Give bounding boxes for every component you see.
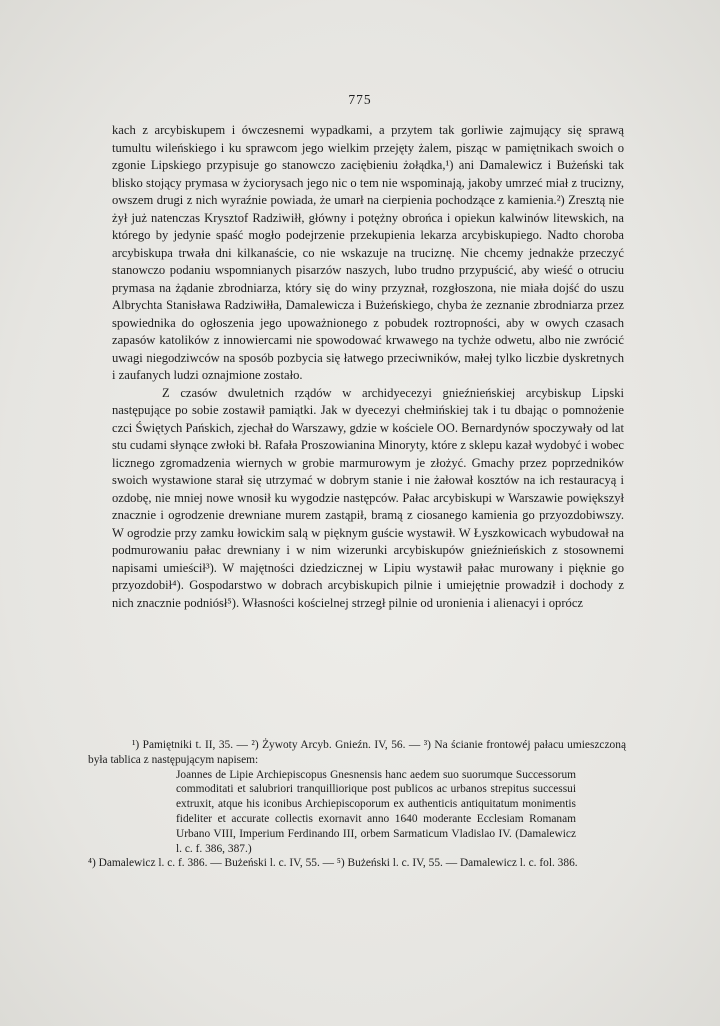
- paragraph: Z czasów dwuletnich rządów w archidyecezyi gnieźnieńskiej arcybiskup Lipski następujące po sobie zostawił pamiątki. Jak w dyecezyi chełmińskiej tak i tu dbając o pomnożenie czci Świętych Pańskich, zjechał do Warszawy, gdzie w kościele OO. Bernardynów spoczywały od lat stu cudami słynące zwłoki bł. Rafała Proszowianina Minoryty, które z sklepu kazał wydobyć i wobec licznego zgromadzenia wiernych w grobie marmurowym je złożyć. Gmachy przez poprzedników swoich wystawione starał się utrzymać w dobrym stanie i nie żałował kosztów na ich restauracyą i ozdobę, nie mniej nowe wnosił ku wygodzie następców. Pałac arcybiskupi w Warszawie powiększył znacznie i ogrodzenie drewniane murem zastąpił, bramą z ciosanego kamienia go przyozdobiwszy. W ogrodzie przy zamku łowickim salą w pięknym guście wystawił. W Łyszkowicach wybudował na podmurowaniu pałac drewniany i w nim wizerunki arcybiskupów gnieźnieńskich z stosownemi napisami umieścił³). W majętności dziedzicznej w Lipiu wystawił pałac murowany i pięknie go przyozdobił⁴). Gospodarstwo w dobrach arcybiskupich pilnie i umiejętnie prowadził i dochody z nich znacznie podniósł⁵). Własności kościelnej strzegł pilnie od uronienia i alienacyi i oprócz: [112, 385, 624, 610]
- latin-inscription: Joannes de Lipie Archiepiscopus Gnesnensis hanc aedem suo suorumque Successorum commoditati et salubriori tranquilliorique post publicos ac urbanos strepitus successui extruxit, atque his iconibus Archiepiscoporum ex authenticis antiquitatum monimentis fideliter et accurate collectis exornavit anno 1640 moderante Ecclesiam Romanam Urbano VIII, Imperium Ferdinando III, orbem Sarmaticum Vladislao IV. (Damalewicz l. c. f. 386, 387.): [176, 768, 576, 855]
- footnotes: [88, 738, 626, 871]
- footnote-4-5: ⁴) Damalewicz l. c. f. 386. — Bużeński l. c. IV, 55. — ⁵) Bużeński l. c. IV, 55. — Damalewicz l. c. fol. 386.: [88, 857, 578, 870]
- main-text: [112, 122, 624, 612]
- footnote-1-3: ¹) Pamiętniki t. II, 35. — ²) Żywoty Arcyb. Gnieźn. IV, 56. — ³) Na ścianie frontowéj pałacu umieszczoną była tablica z następującym napisem:: [88, 739, 626, 766]
- page-number: 775: [348, 92, 372, 107]
- paragraph: kach z arcybiskupem i ówczesnemi wypadkami, a przytem tak gorliwie zajmujący się sprawą tumultu wileńskiego i ku sprawcom jego wielkim przejęty żalem, pisząc w pamiętnikach swoich o zgonie Lipskiego przypisuje go stanowczo zaciębieniu żołądka,¹) ani Damalewicz i Bużeński tak blisko stojący prymasa w życiorysach jego nic o tem nie wspominają, jakoby umrzeć miał z trucizny, owszem drugi z nich wyraźnie powiada, że umarł na cierpienia pochodzące z kamienia.²) Zresztą nie żył już natenczas Krysztof Radziwiłł, główny i potężny obrońca i opiekun kalwinów litewskich, na którego by jedynie spaść mogło podejrzenie przekupienia lekarza arcybiskupiego. Nadto choroba arcybiskupa trwała dni kilkanaście, co nie wskazuje na truciznę. Nie chcemy jednakże przeczyć stanowczo podaniu wspomnianych pisarzów naszych, lubo trudno przypuścić, aby wieść o otruciu prymasa na żądanie zbrodniarza, który się do winy przyznał, rozgłoszona, nie miała dojść do uszu Albrychta Stanisława Radziwiłła, Damalewicza i Bużeńskiego, chyba że zeznanie zbrodniarza przez spowiednika do ogłoszenia jego upoważnionego z pobudek roztropności, aby w owych czasach zapasów katolików z innowiercami nie spowodować krwawego na tychże odwetu, albo nie zwrócić uwagi niegodziwców na sposób pozbycia się łatwego przeciwników, małej tylko liczbie dyskretnych i zaufanych ludzi oznajmione zostało.: [112, 123, 624, 382]
